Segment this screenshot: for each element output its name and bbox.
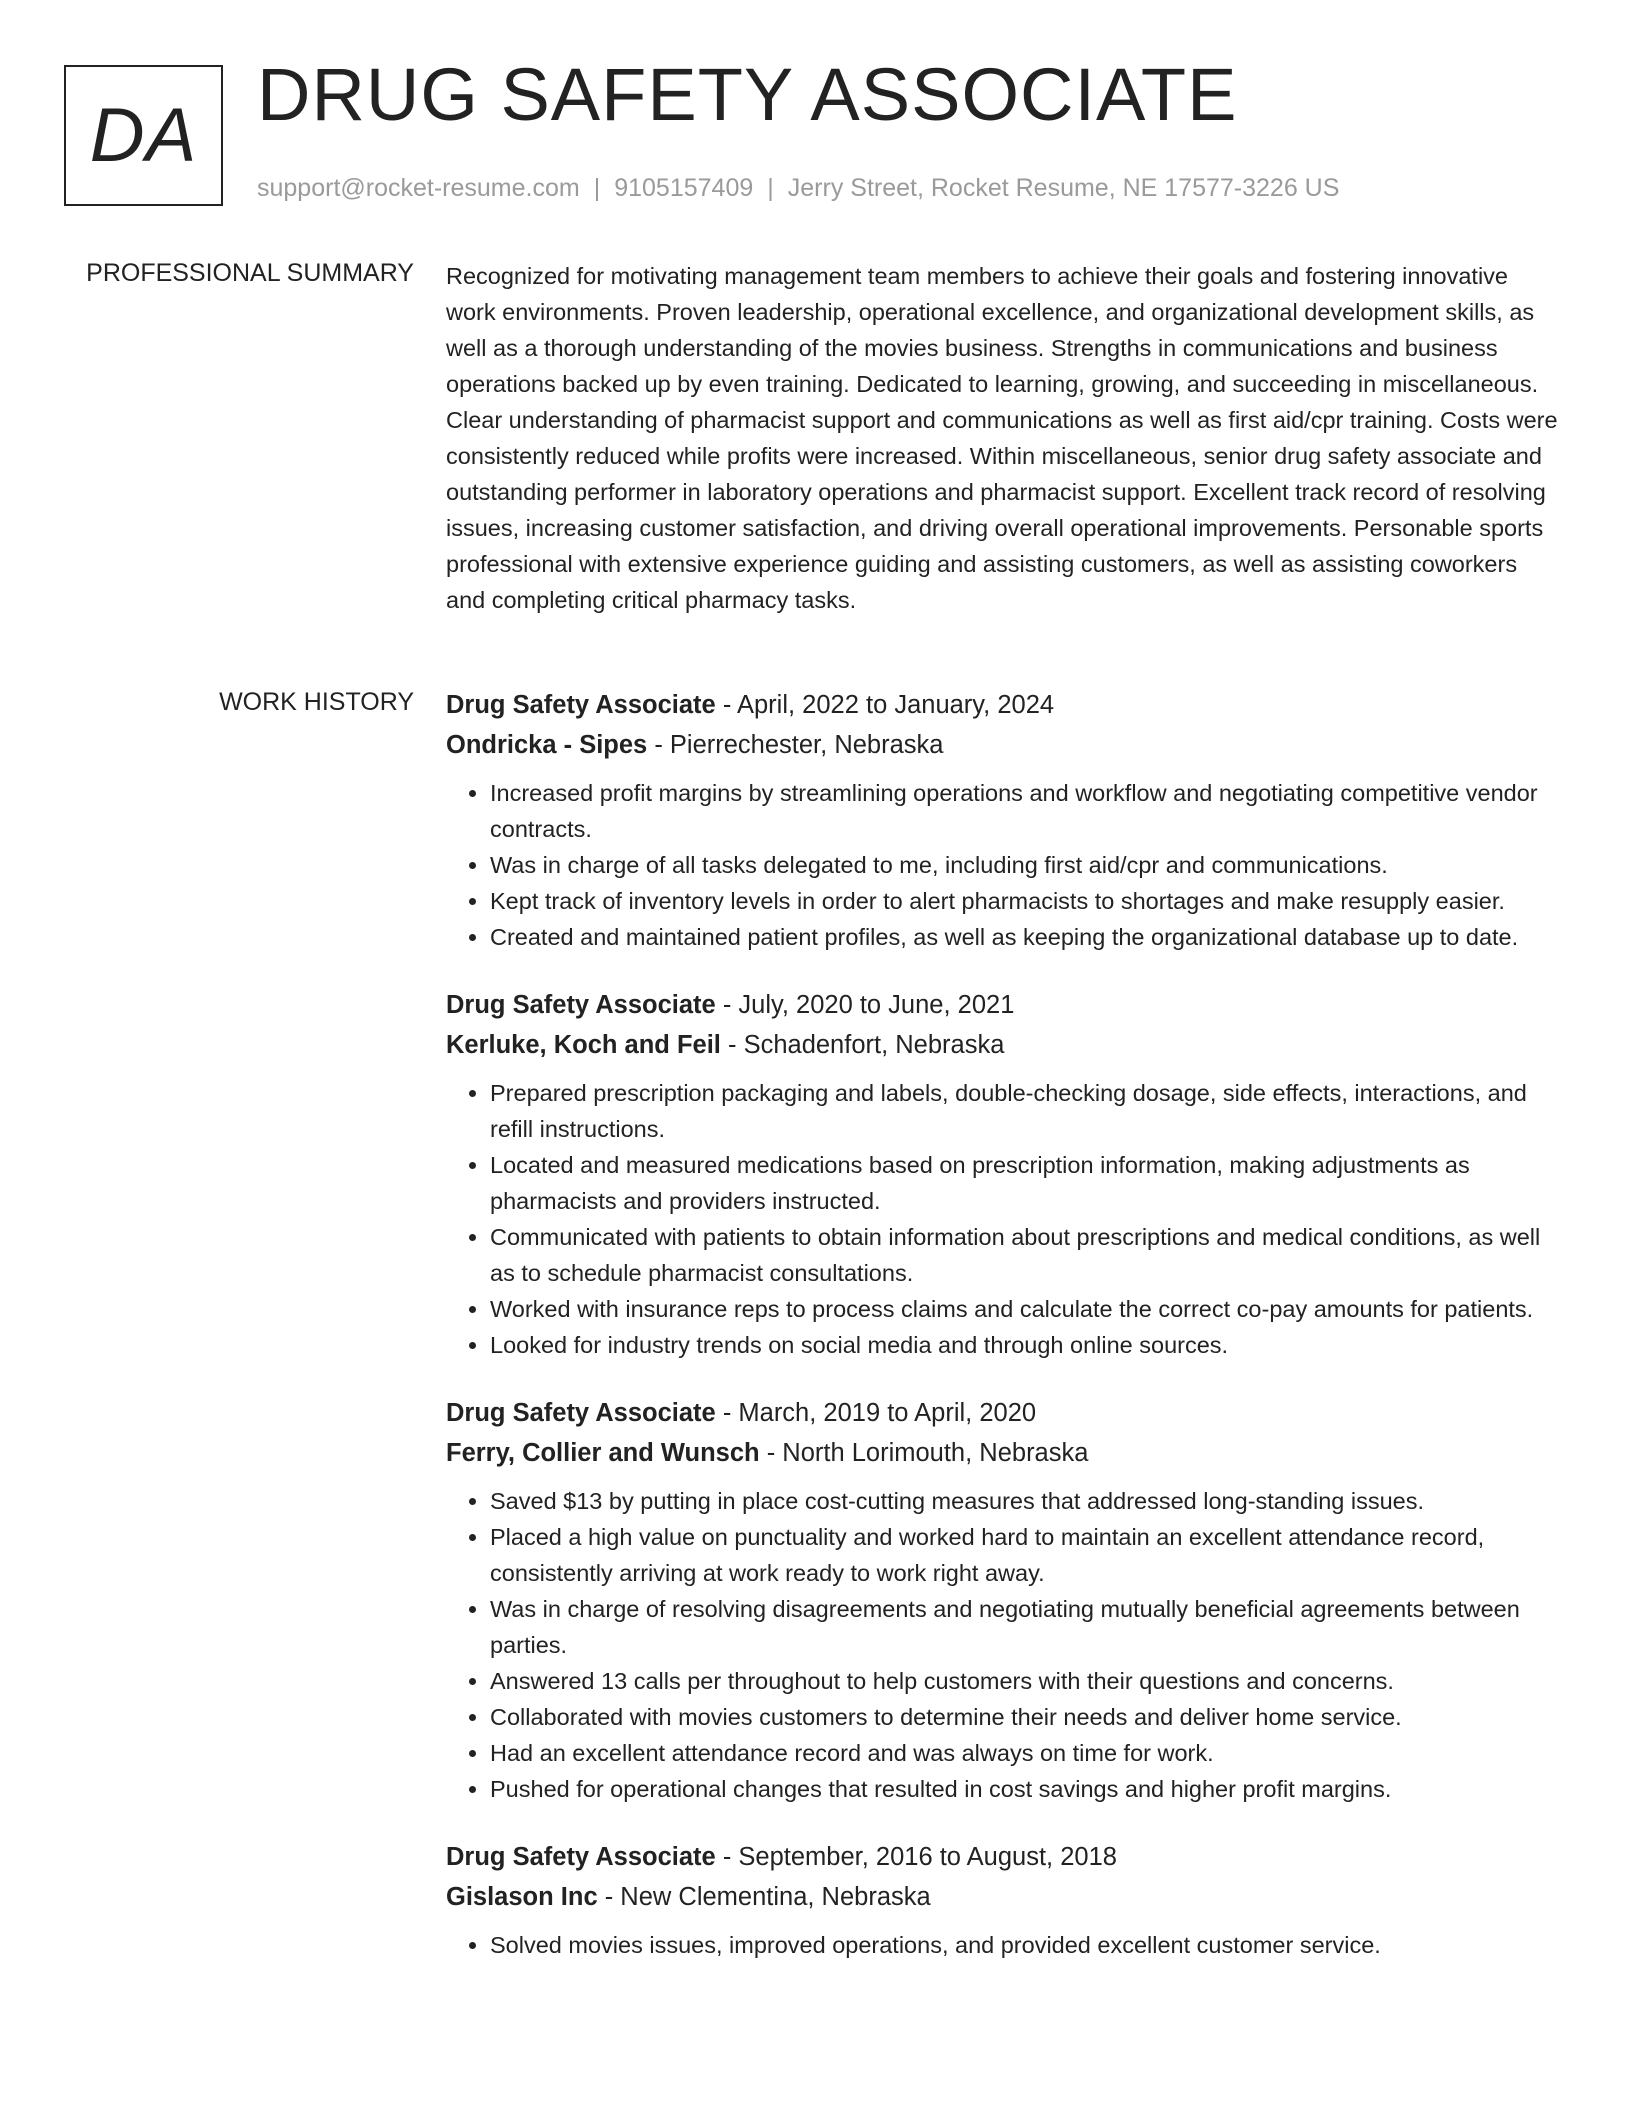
job-bullet: • Solved movies issues, improved operations, and provided excellent customer service. bbox=[490, 1927, 1558, 1963]
summary-text: Recognized for motivating management team members to achieve their goals and fostering innovative work environments. Proven leadership, operational excellence, and organizational development skills, as well as a thorough understanding of the movies business. Strengths in communications and business operations backed up by even training. Dedicated to learning, growing, and succeeding in miscellaneous. Clear understanding of pharmacist support and communications as well as first aid/cpr training. Costs were consistently reduced while profits were increased. Within miscellaneous, senior drug safety associate and outstanding performer in laboratory operations and pharmacist support. Excellent track record of resolving issues, increasing customer satisfaction, and driving overall operational improvements. Personable sports professional with extensive experience guiding and assisting customers, as well as assisting coworkers and completing critical pharmacy tasks. bbox=[446, 263, 1558, 613]
contact-line bbox=[257, 174, 1339, 203]
contact-email: support@rocket-resume.com bbox=[257, 174, 580, 202]
job-bullets bbox=[446, 1927, 1558, 1963]
job-company: Ondricka - Sipes bbox=[446, 731, 648, 759]
job-bullet: • Kept track of inventory levels in order to alert pharmacists to shortages and make resupply easier. bbox=[490, 883, 1558, 919]
job-company-line bbox=[446, 725, 1558, 765]
contact-separator: | bbox=[593, 174, 601, 202]
page-title: DRUG SAFETY ASSOCIATE bbox=[257, 53, 1238, 136]
job-location: - Schadenfort, Nebraska bbox=[720, 1031, 1005, 1059]
job-company: Ferry, Collier and Wunsch bbox=[446, 1439, 760, 1467]
job-bullet: • Pushed for operational changes that resulted in cost savings and higher profit margins. bbox=[490, 1771, 1558, 1807]
job-bullet: • Prepared prescription packaging and labels, double-checking dosage, side effects, interactions, and refill instructions. bbox=[490, 1075, 1558, 1147]
job-bullet: • Was in charge of all tasks delegated to me, including first aid/cpr and communications. bbox=[490, 847, 1558, 883]
job-bullet: • Worked with insurance reps to process claims and calculate the correct co-pay amounts for patients. bbox=[490, 1291, 1558, 1327]
contact-address: Jerry Street, Rocket Resume, NE 17577-3226 US bbox=[787, 174, 1340, 202]
job-title-line bbox=[446, 1837, 1558, 1877]
job-company-line bbox=[446, 1877, 1558, 1917]
job-dates: - March, 2019 to April, 2020 bbox=[715, 1399, 1037, 1427]
job-location: - New Clementina, Nebraska bbox=[597, 1883, 931, 1911]
job-company: Gislason Inc bbox=[446, 1883, 598, 1911]
job-company-line bbox=[446, 1433, 1558, 1473]
job-location: - Pierrechester, Nebraska bbox=[647, 731, 944, 759]
job-title-line bbox=[446, 1393, 1558, 1433]
work-history-heading: WORK HISTORY bbox=[219, 688, 414, 716]
job-entry bbox=[446, 1393, 1558, 1807]
job-bullets bbox=[446, 1483, 1558, 1807]
job-entry bbox=[446, 985, 1558, 1363]
job-dates: - April, 2022 to January, 2024 bbox=[715, 691, 1055, 719]
job-location: - North Lorimouth, Nebraska bbox=[759, 1439, 1089, 1467]
job-bullet: • Communicated with patients to obtain information about prescriptions and medical conditions, as well as to schedule pharmacist consultations. bbox=[490, 1219, 1558, 1291]
summary-section bbox=[446, 258, 1558, 618]
job-bullet: • Collaborated with movies customers to determine their needs and deliver home service. bbox=[490, 1699, 1558, 1735]
job-bullet: • Was in charge of resolving disagreements and negotiating mutually beneficial agreements between parties. bbox=[490, 1591, 1558, 1663]
contact-separator: | bbox=[767, 174, 774, 202]
job-dates: - July, 2020 to June, 2021 bbox=[715, 991, 1015, 1019]
job-bullet: • Created and maintained patient profiles, as well as keeping the organizational database up to date. bbox=[490, 919, 1558, 955]
job-entry bbox=[446, 685, 1558, 955]
job-title: Drug Safety Associate bbox=[446, 1843, 716, 1871]
job-bullet: • Answered 13 calls per throughout to help customers with their questions and concerns. bbox=[490, 1663, 1558, 1699]
job-bullet: • Looked for industry trends on social media and through online sources. bbox=[490, 1327, 1558, 1363]
job-title: Drug Safety Associate bbox=[446, 1399, 716, 1427]
job-bullet: • Placed a high value on punctuality and worked hard to maintain an excellent attendance record, consistently arriving at work ready to work right away. bbox=[490, 1519, 1558, 1591]
job-company: Kerluke, Koch and Feil bbox=[446, 1031, 721, 1059]
contact-phone: 9105157409 bbox=[614, 174, 754, 202]
job-company-line bbox=[446, 1025, 1558, 1065]
job-bullet: • Had an excellent attendance record and was always on time for work. bbox=[490, 1735, 1558, 1771]
job-bullet: • Located and measured medications based on prescription information, making adjustments as pharmacists and providers instructed. bbox=[490, 1147, 1558, 1219]
summary-heading: PROFESSIONAL SUMMARY bbox=[86, 259, 414, 287]
job-entry bbox=[446, 1837, 1558, 1963]
job-dates: - September, 2016 to August, 2018 bbox=[715, 1843, 1117, 1871]
monogram-logo: DA bbox=[64, 65, 223, 206]
job-title-line bbox=[446, 985, 1558, 1025]
job-title-line bbox=[446, 685, 1558, 725]
job-bullets bbox=[446, 775, 1558, 955]
job-bullet: • Increased profit margins by streamlining operations and workflow and negotiating competitive vendor contracts. bbox=[490, 775, 1558, 847]
job-bullet: • Saved $13 by putting in place cost-cutting measures that addressed long-standing issues. bbox=[490, 1483, 1558, 1519]
work-history-section bbox=[446, 685, 1558, 1993]
job-title: Drug Safety Associate bbox=[446, 991, 716, 1019]
job-bullets bbox=[446, 1075, 1558, 1363]
job-title: Drug Safety Associate bbox=[446, 691, 716, 719]
